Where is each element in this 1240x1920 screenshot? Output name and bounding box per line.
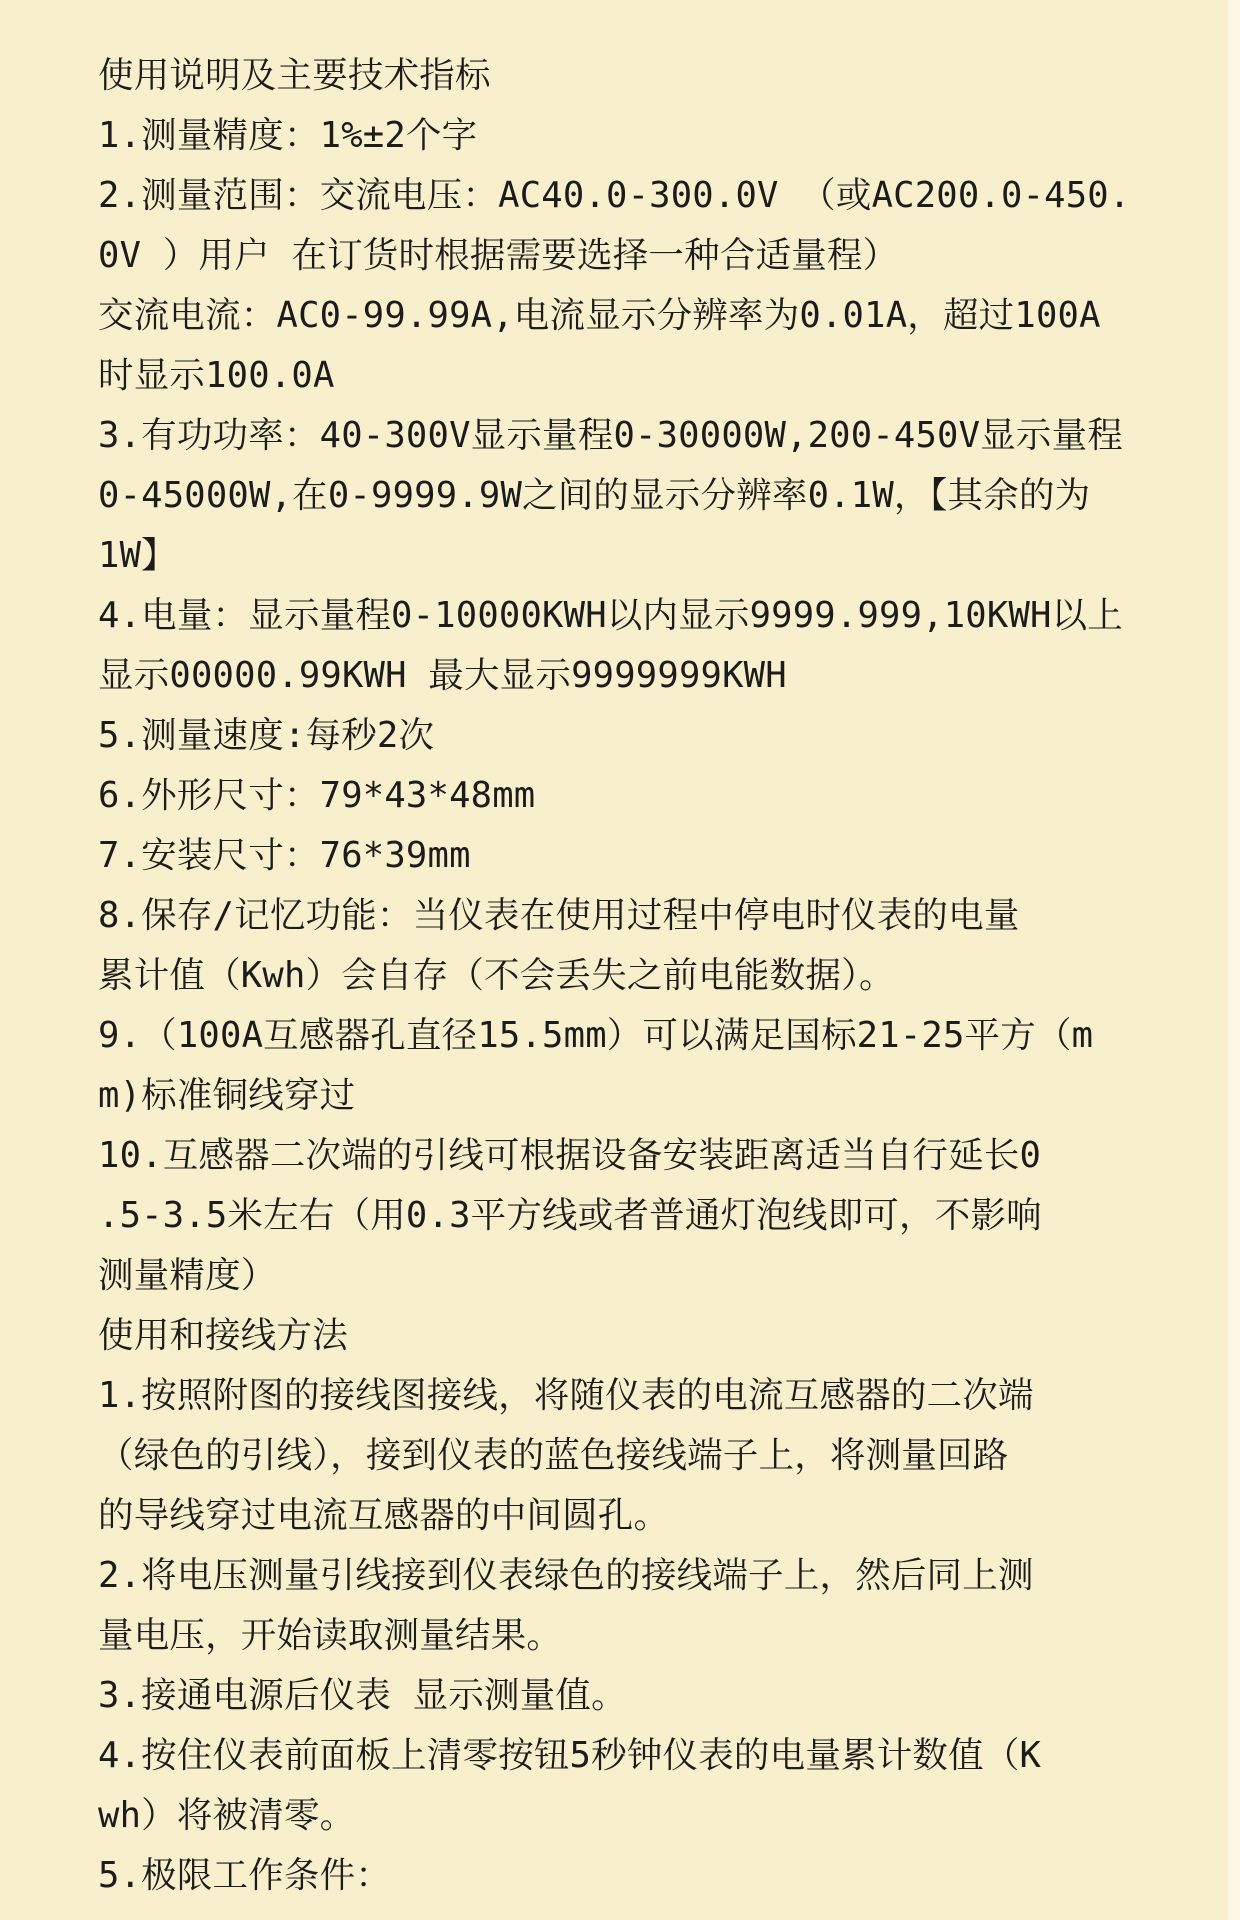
text-line: 累计值（Kwh）会自存（不会丢失之前电能数据）。: [98, 955, 895, 996]
text-line: 时显示100.0A: [98, 355, 335, 396]
text-line: 5.极限工作条件：: [98, 1855, 392, 1896]
text-line: 的导线穿过电流互感器的中间圆孔。: [98, 1495, 670, 1536]
text-line: 3.接通电源后仪表 显示测量值。: [98, 1675, 627, 1716]
text-line: .5-3.5米左右（用0.3平方线或者普通灯泡线即可，不影响: [98, 1195, 1042, 1236]
text-line: 6.外形尺寸：79*43*48mm: [98, 775, 536, 816]
section-heading-specs: 使用说明及主要技术指标: [98, 55, 491, 96]
text-line: 5.测量速度:每秒2次: [98, 715, 435, 756]
text-line: （绿色的引线），接到仪表的蓝色接线端子上，将测量回路: [98, 1435, 1009, 1476]
text-line: 1.测量精度：1%±2个字: [98, 115, 478, 156]
right-edge-strip: [1228, 0, 1240, 1920]
text-line: 7.安装尺寸：76*39mm: [98, 835, 471, 876]
text-line: 4.按住仪表前面板上清零按钮5秒钟仪表的电量累计数值（K: [98, 1735, 1042, 1776]
text-line: 交流电流：AC0-99.99A,电流显示分辨率为0.01A，超过100A: [98, 295, 1101, 336]
text-line: 8.保存/记忆功能：当仪表在使用过程中停电时仪表的电量: [98, 895, 1020, 936]
text-line: 0-45000W,在0-9999.9W之间的显示分辨率0.1W，【其余的为: [98, 475, 1091, 516]
text-line: 1W】: [98, 535, 177, 576]
text-line: 显示00000.99KWH 最大显示9999999KWH: [98, 655, 787, 696]
text-line: 4.电量：显示量程0-10000KWH以内显示9999.999,10KWH以上: [98, 595, 1123, 636]
text-line: 2.将电压测量引线接到仪表绿色的接线端子上，然后同上测: [98, 1555, 1034, 1596]
text-line: 0V ）用户 在订货时根据需要选择一种合适量程）: [98, 235, 899, 276]
text-line: 测量精度）: [98, 1255, 277, 1296]
section-heading-wiring: 使用和接线方法: [98, 1315, 348, 1356]
text-line: wh）将被清零。: [98, 1795, 356, 1836]
text-line: 2.测量范围：交流电压：AC40.0-300.0V （或AC200.0-450.: [98, 175, 1131, 216]
text-line: 3.有功功率：40-300V显示量程0-30000W,200-450V显示量程: [98, 415, 1123, 456]
text-line: 1.按照附图的接线图接线，将随仪表的电流互感器的二次端: [98, 1375, 1034, 1416]
text-line: 10.互感器二次端的引线可根据设备安装距离适当自行延长0: [98, 1135, 1042, 1176]
instruction-text: [98, 46, 1138, 1906]
text-line: m)标准铜线穿过: [98, 1075, 356, 1116]
text-line: 量电压，开始读取测量结果。: [98, 1615, 563, 1656]
text-line: 9.（100A互感器孔直径15.5mm）可以满足国标21-25平方（m: [98, 1015, 1094, 1056]
